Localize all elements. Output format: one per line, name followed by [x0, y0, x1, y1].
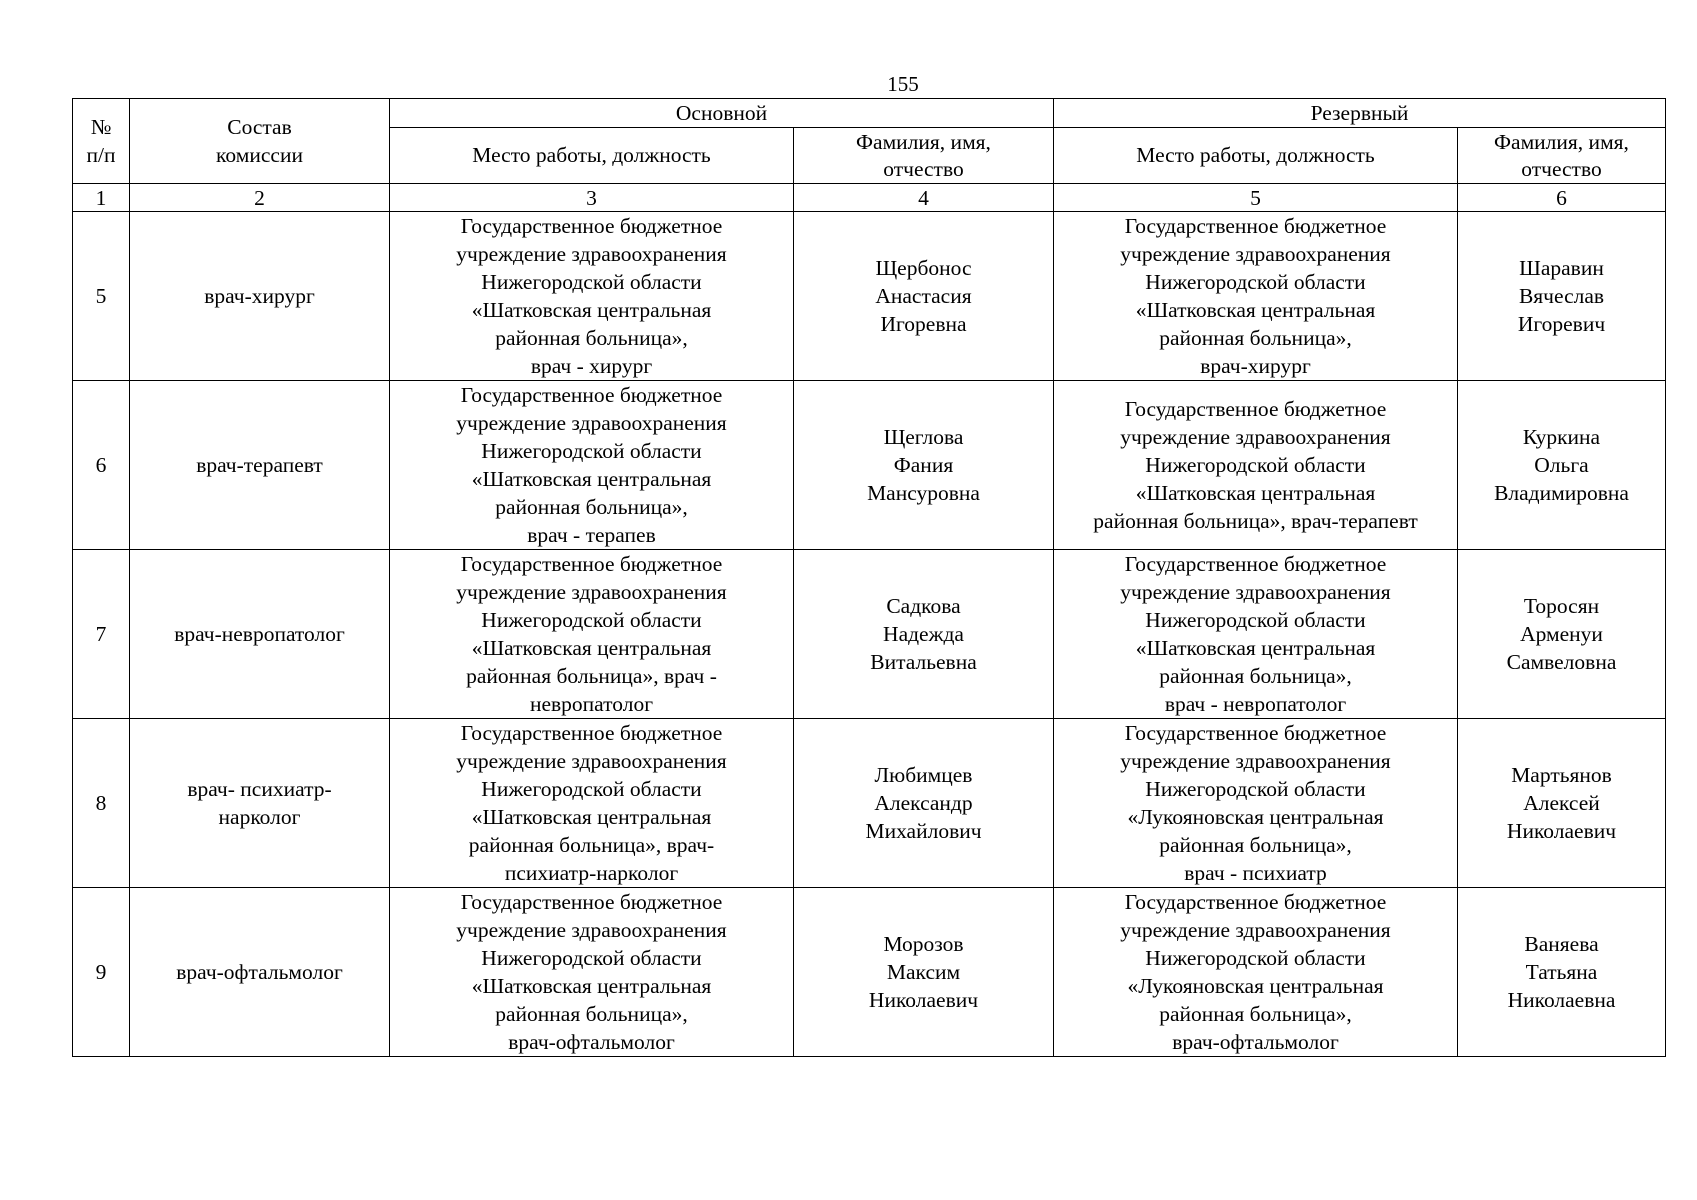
column-number-row	[73, 184, 1666, 212]
commission-table	[72, 98, 1666, 1057]
row-role: врач- психиатр- нарколог	[130, 719, 390, 888]
row-main-fio: Щербонос Анастасия Игоревна	[794, 212, 1054, 381]
row-role: врач-невропатолог	[130, 550, 390, 719]
column-number: 2	[130, 184, 390, 212]
row-reserve-fio: Куркина Ольга Владимировна	[1458, 381, 1666, 550]
row-reserve-workplace: Государственное бюджетное учреждение здравоохранения Нижегородской области «Шатковская центральная районная больница», врач-хирург	[1054, 212, 1458, 381]
page-number: 155	[887, 72, 919, 96]
header-group-row	[73, 99, 1666, 128]
row-role: врач-хирург	[130, 212, 390, 381]
row-main-workplace: Государственное бюджетное учреждение здравоохранения Нижегородской области «Шатковская центральная районная больница», врач - невропатолог	[390, 550, 794, 719]
row-role: врач-офтальмолог	[130, 888, 390, 1057]
row-main-workplace: Государственное бюджетное учреждение здравоохранения Нижегородской области «Шатковская центральная районная больница», врач - хирург	[390, 212, 794, 381]
header-composition: Состав комиссии	[130, 99, 390, 184]
table-row	[73, 550, 1666, 719]
row-main-workplace: Государственное бюджетное учреждение здравоохранения Нижегородской области «Шатковская центральная районная больница», врач- психиатр-нарколог	[390, 719, 794, 888]
header-num: № п/п	[73, 99, 130, 184]
row-role: врач-терапевт	[130, 381, 390, 550]
row-main-workplace: Государственное бюджетное учреждение здравоохранения Нижегородской области «Шатковская центральная районная больница», врач-офтальмолог	[390, 888, 794, 1057]
row-reserve-workplace: Государственное бюджетное учреждение здравоохранения Нижегородской области «Лукояновская центральная районная больница», врач - психиатр	[1054, 719, 1458, 888]
table-row	[73, 888, 1666, 1057]
row-number: 7	[73, 550, 130, 719]
header-reserve-fio: Фамилия, имя, отчество	[1458, 128, 1666, 184]
row-reserve-workplace: Государственное бюджетное учреждение здравоохранения Нижегородской области «Шатковская центральная районная больница», врач-терапевт	[1054, 381, 1458, 550]
row-main-fio: Морозов Максим Николаевич	[794, 888, 1054, 1057]
row-main-workplace: Государственное бюджетное учреждение здравоохранения Нижегородской области «Шатковская центральная районная больница», врач - терапев	[390, 381, 794, 550]
row-main-fio: Садкова Надежда Витальевна	[794, 550, 1054, 719]
header-main-workplace: Место работы, должность	[390, 128, 794, 184]
row-reserve-workplace: Государственное бюджетное учреждение здравоохранения Нижегородской области «Шатковская центральная районная больница», врач - невропатолог	[1054, 550, 1458, 719]
row-main-fio: Любимцев Александр Михайлович	[794, 719, 1054, 888]
header-main-fio: Фамилия, имя, отчество	[794, 128, 1054, 184]
row-reserve-fio: Мартьянов Алексей Николаевич	[1458, 719, 1666, 888]
row-number: 8	[73, 719, 130, 888]
header-reserve: Резервный	[1054, 99, 1666, 128]
header-main: Основной	[390, 99, 1054, 128]
column-number: 5	[1054, 184, 1458, 212]
row-number: 5	[73, 212, 130, 381]
column-number: 6	[1458, 184, 1666, 212]
row-reserve-workplace: Государственное бюджетное учреждение здравоохранения Нижегородской области «Лукояновская центральная районная больница», врач-офтальмолог	[1054, 888, 1458, 1057]
row-reserve-fio: Ваняева Татьяна Николаевна	[1458, 888, 1666, 1057]
header-reserve-workplace: Место работы, должность	[1054, 128, 1458, 184]
row-number: 9	[73, 888, 130, 1057]
row-main-fio: Щеглова Фания Мансуровна	[794, 381, 1054, 550]
row-reserve-fio: Торосян Арменуи Самвеловна	[1458, 550, 1666, 719]
row-number: 6	[73, 381, 130, 550]
table-row	[73, 381, 1666, 550]
row-reserve-fio: Шаравин Вячеслав Игоревич	[1458, 212, 1666, 381]
table-row	[73, 719, 1666, 888]
column-number: 3	[390, 184, 794, 212]
column-number: 4	[794, 184, 1054, 212]
table-row	[73, 212, 1666, 381]
column-number: 1	[73, 184, 130, 212]
